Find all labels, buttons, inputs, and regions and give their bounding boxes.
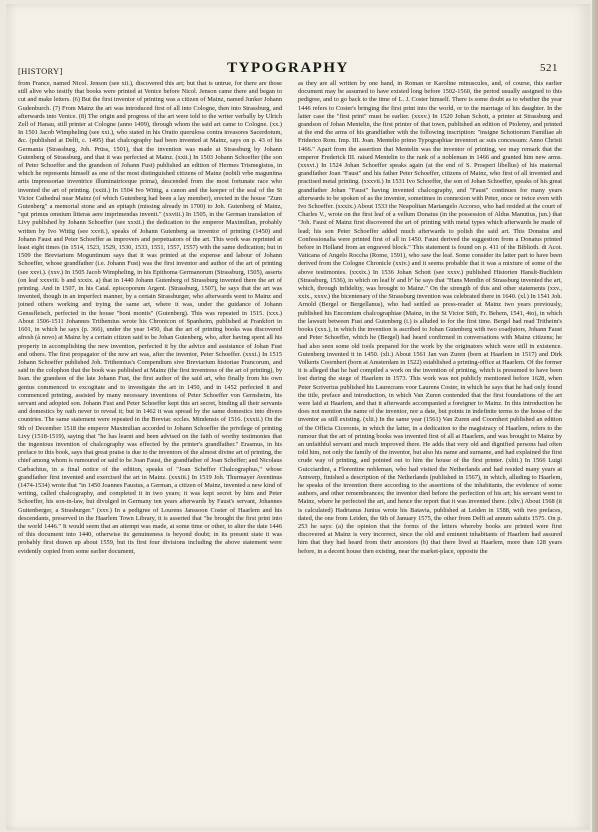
running-header (18, 60, 558, 78)
right-column-text: as they are all written by one hand, in Roman or Karoline minuscules, and, of course, this earlier document may be assumed to have existed long before 1502-1560, the period usually assigned to this pedigree, and to go back to the time of L. J. Coster himself. There is some doubt as to whether the year 1446 refers to Coster's bringing the first print into the world, or to the marriage of his daughter. In the latter case the "first print" must be earlier. (xxxv.) In 1520 Johan Schott, a printer at Strassburg and grandson of Johan Mentelin, the first printer of that town, published an edition of Ptolemy, and printed at the end the arms of his grandfather with the following inscription: "insigne Schottorum Familiae ab Friderico Rom. Imp. III. Joan. Mentelio primo Typographiae inventori ac suis concessum: Anno Christi 1466." Apart from the assertion that Mentelin was the inventor of printing, we may remark that the emperor Frederick III. raised Mentelin to the rank of a nobleman in 1466 and granted him new arms. (xxxvi.) In 1524 Johan Schoeffer speaks again (at the end of S. Prosperi libellus) of his maternal grandfather Joan "Faust" and his father Peter Schoeffer, citizens of Mainz, who first of all invented and practised metal printing. (xxxvii.) In 1531 Ivo Schoeffer, the son of Johan Schoeffer, speaks of his great grandfather Johan "Faust" having invented chalcography, and "Faust" continues for many years afterwards to be spoken of as the inventor, sometimes in connexion with Peter, once or twice even with Ivo Schoeffer. (xxxix.) About 1533 the Neapolitan Mariangelo Accorso, who had resided at the court of Charles V., wrote on the first leaf of a vellum Donatus (in the possession of Aldus Manutius, jun.) that "Joh. Faust of Mainz first discovered the art of printing with metal types which afterwards he made of lead; his son Peter Schoeffer added much afterwards to polish the said art. This Donatus and Confessionalia were printed first of all in 1450. Faust derived the suggestion from a Donatus printed before in Holland from an engraved block." This statement is found on p. 411 of the Biblioth. di Acot. Vaticana of Angelo Roccha (Rome, 1591), who saw the leaf. Some consider its latter part to have been derived from the Cologne Chronicle (xxiv.) and it seems probable that it was a mixture of some of the above testimonies. (xxxix.) In 1536 Johan Schott (see xxxv.) published Historien Hanslt-Buchlein (Strassburg, 1536), in which on leaf b' and b'' he says that "Hans Mentlin of Strassburg invented the art, which, through infidelity, was brought to Mainz." On the strength of this and other statements (xxv., xxix., xxxv.) the bicentenary of the Strassburg invention was celebrated there in 1640. (xl.) In 1541 Joh. Arnold (Bergel or Bergellanus), who had settled as press-reader at Mainz two years previously, published his Encomium chalcographiae (Mainz, in the St Victor Stift, Fr. Behem, 1541, 4to), in which the lawsuit between Fust and Gutenberg (i.) is alluded to for the first time. Bergel had read Tritheim's books (xxx.), in which the invention is ascribed to Johan Gutenberg with two coadjutors, Johann Faust and Peter Schoeffer, which he (Bergel) had heard confirmed in conversations with Mainz citizens; he had also seen some old tools prepared for the work by the originators which were still in existence. Gutenberg invented it in 1450. (xli.) About 1561 Jan van Zuren (born at Haarlem in 1517) and Dirk Volkerts Coornhert (born at Amsterdam in 1522) established a printing-office at Haarlem. Of the former it is alleged that he had compiled a work on the invention of printing, which is presumed to have been lost during the siege of Haarlem in 1573. This work was not publicly mentioned before 1628, when Peter Scriverius published his Laurecrans voor Laurens Coster, in which he says that he had only found the title, preface and introduction, in which Van Zuren contended that the first foundations of the art were laid at Haarlem, and that it afterwards accompanied a foreigner to Mainz. In this introduction he does not mention the name of the inventor, nor a date, but points in indefinite terms to the house of the inventor as still existing. (xlii.) In the same year (1561) Van Zuren and Coornhert published an edition of the Officia Ciceronis, in which the latter, in a dedication to the magistracy of Haarlem, refers to the rumour that the art of printing books was invented first of all at Haarlem, and was brought to Mainz by an unfaithful servant and much improved there. He adds that very old and dignified persons had often told him, not only the family of the inventor, but also his name and surname, and had explained the first crude way of printing, and pointed out to him the house of the first printer. (xliii.) In 1566 Luigi Guicciardini, a Florentine nobleman, who had visited the Netherlands and had resided many years at Antwerp, finished a description of the Netherlands (published in 1567), in which, alluding to Haarlem, he speaks of the invention there according to the assertions of the inhabitants, the evidence of some authors, and other remembrances; the inventor died before the perfection of his art; his servant went to Mainz, where he perfected the art, and hence the report that it was invented there. (xliv.) About 1568 (it is calculated) Hadrianus Junius wrote his Batavia, published at Leiden in 1588, with two prefaces, dated, the one from Leiden, the 6th of January 1575, the other from Delft ad annum salutis 1575. On p. 253 he says: (a) the opinion that the forms of the letters whereby books are printed were first discovered at Mainz is very incorrect, since the old and eminent inhabitants of Haarlem had assured him that they had heard from their ancestors (b) that there lived at Haarlem, more than 128 years before, in a decent house then existing, near the market-place, opposite the (298, 80, 562, 555)
left-column-text: from France, named Nicol. Jenson (see xii.), discovered this art; but that is untrue, for there are those still alive who testify that books were printed at Venice before Nicol. Jenson came there and began to cut and make letters. (6) But the first inventor of printing was a citizen of Mainz, named Junker Johann Gudenburch. (7) From Mainz the art was introduced first of all into Cologne, then into Strassburg, and afterwards into Venice. (8) The origin and progress of the art were told to the writer verbally by Ulrich Zell of Hanau, still printer at Cologne (anno 1499), through whom the said art came to Cologne. (xx.) In 1501 Jacob Wimpheling (see xxi.), who stated in his Oratio querulosa contra invasores Sacerdotum, &c. (published at Delft, c. 1495) that chalcography had been invented at Mainz, says on p. 43 of his Germania (Strassburg, Joh. Prüss, 1501), that the invention was made at Strassburg by Johann Gutenberg of Strassburg, and that it was perfected at Mainz. (xxii.) In 1503 Johann Schoeffer (the son of Peter Schoeffer and the grandson of Johann Fust) published an edition of Hermes Trismegistus, in which he represents himself as one of the most distinguished citizens of Mainz (nobili vrbe magunitna artis impressoriae inventrice illuminatriceque prima), descended from the most fortunate race who invented the art of printing. (xxiii.) In 1504 Ivo Wittig, a canon and the keeper of the seal of the St Victor Cathedral near Mainz (of which Gutenberg had been a lay member), erected in the house "Zum Gutenberg" a memorial stone and an epitaph (missing already in 1700) to Joh. Gutenberg of Mainz, "qui primus omnium litteras aere imprimendas invenit." (xxviii.) In 1505, in the German translation of Livy published by Johann Schoeffer (see xxxii.) the dedication to the emperor Maximilian, probably written by Ivo Wittig (see xxvii.), speaks of Johann Gutenberg as inventor of printing (1450) and Johann Faust and Peter Schoeffer as improvers and perpetuators of the art. This work was reprinted at least eight times (in 1514, 1523, 1529, 1530, 1533, 1551, 1557, 1557) with the same dedication; but in 1509 the Breviarium Moguntinum says that it was printed at the expense and labour of Johann Schoeffer, whose grandfather (i.e. Johann Fust) was the first inventor and author of the art of printing (see xxvi.). (xxv.) In 1505 Jacob Wimpheling, in his Epithoma Germanorum (Strassburg, 1505), asserts (on leaf xxxviii. b and xxxix. a) that in 1440 Johann Gutenberg of Strassburg invented there the art of printing. And in 1507, in his Catal. episcoporum Argent. (Strassburg, 1507), he says that the art was invented, though in an imperfect manner, by a certain Strassburger, who afterwards went to Mainz and joined others working and trying the same art, where it was, under the guidance of Johann Genssfleisch, perfected in the house "boni montis" (Gutenberg). This was repeated in 1515. (xxx.) About 1506-1511 Johannes Trithemius wrote his Chronicon of Spanheim, published at Frankfort in 1601, in which he says (p. 366), under the year 1450, that the art of printing books was discovered afresh (à novo) at Mainz by a certain citizen said to be Johan Gutenberg, who, after having spent all his property in accomplishing the new invention, perfected it by the advice and assistance of Johan Fust and others. The first propagator of the new art was, after the inventor, Peter Schoeffer. (xxxi.) In 1515 Johann Schoeffer published Joh. Trithemius's Compendium sive Breviarium historiae Francorum, and said in the colophon that the book was published at Mainz (the first inventress of the art of printing), by Ioan. the grandson of the late Johann Fust, the first author of the said art, who finally from his own genius commenced to excogitate and to investigate the art in 1450, and in 1452 perfected it and commenced printing, assisted by many necessary inventions of Peter Schoeffer von Gernsheim, his servant and adopted son. Johann Fust and Peter Schoeffer kept this art secret, binding all their servants and domestics by oath never to reveal it; but in 1462 it was spread by the same domestics into divers countries. The same statement were repeated in the Breviar. eccles. Mindensis of 1516. (xxxii.) On the 9th of December 1518 the emperor Maximilian accorded to Johann Schoeffer the privilege of printing Livy (1518-1519), saying that "he has learnt and been advised on the faith of worthy testimonies that the ingenious invention of chalcography was effected by the printer's grandfather." Erasmus, in his preface to this book, says that great praise is due to the inventors of the almost divine art of printing, the chief among whom is rumoured or said to be Joan Faust, the grandfather of Joan Scheffer; and Nicolaus Carbachius, in a final notice of the edition, speaks of "Joan Scheffer Chalcographus," whose grandfather first invented and exercised the art in Mainz. (xxxiii.) In 1519 Joh. Thurmayer Aventinus (1474-1534) wrote that "in 1450 Joannes Faustus, a German, a citizen of Mainz, invented a new kind of writing, called chalcography, and completed it in two years; it was kept secret by him and Peter Schoeffer, his son-in-law, but divulged in Germany ten years afterwards by Faust's servant, Johannes Guttenberger, a Strasburger." (xxv.) In a pedigree of Lourens Janssoon Coster of Haarlem and his descendants, preserved in the Haarlem Town Library, it is asserted that "he brought the first print into the world 1446." It would seem that an attempt was made, at some time or other, to alter the date 1446 of this document into 1440, otherwise its genuineness is beyond doubt; in its present state it was probably first drawn up about 1559, but its first four divisions including the above statement were evidently copied from some earlier document, (18, 80, 282, 555)
book-page (6, 4, 590, 830)
page-edge-shadow (592, 0, 598, 832)
section-label: [HISTORY] (18, 66, 63, 76)
page-number: 521 (540, 62, 558, 74)
page-title: TYPOGRAPHY (227, 60, 349, 76)
text-columns (18, 80, 562, 830)
